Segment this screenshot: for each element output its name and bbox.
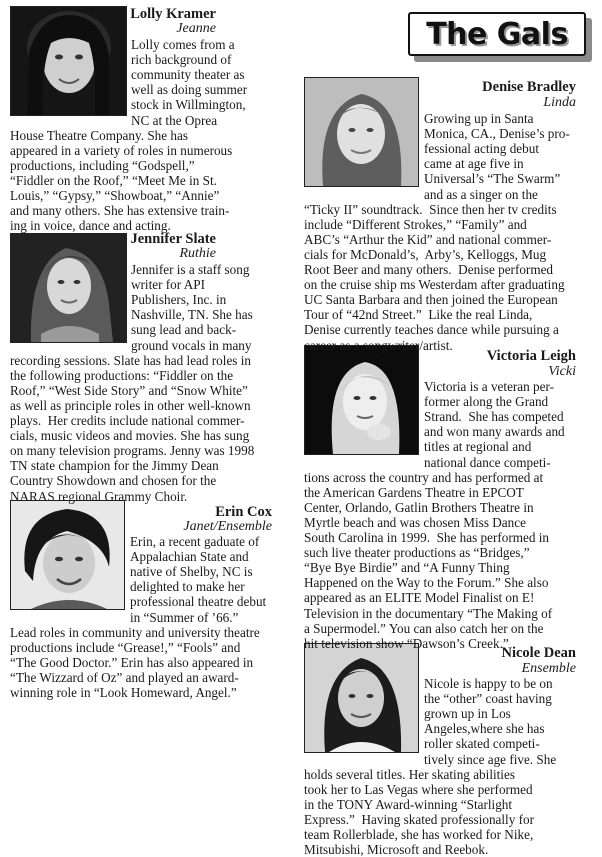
cast-role-jennifer-slate: Ruthie bbox=[179, 246, 216, 261]
bio-line: Universal’s “The Swarm” bbox=[424, 171, 561, 187]
bio-line: recording sessions. Slate has had lead roles in bbox=[10, 352, 251, 368]
bio-line: Tour of “42nd Street.” Like the real Linda, bbox=[304, 307, 533, 323]
bio-line: NC at the Oprea bbox=[131, 112, 218, 128]
bio-line: Television in the documentary “The Making of bbox=[304, 605, 553, 621]
jennifer-slate-photo bbox=[10, 233, 127, 343]
bio-line: professional theatre debut bbox=[130, 594, 267, 610]
bio-line: “The Wizzard of Oz” and played an award- bbox=[10, 669, 239, 685]
bio-line: team Rollerblade, she has worked for Nike, bbox=[304, 827, 534, 842]
bio-line: Angeles,where she has bbox=[424, 721, 545, 737]
bio-line: Lead roles in community and university theatre bbox=[10, 624, 260, 640]
bio-line: Louis,” “Gypsy,” “Showboat,” “Annie” bbox=[10, 188, 220, 203]
bio-line: “Bye Bye Birdie” and “A Funny Thing bbox=[304, 560, 510, 576]
erin-cox-photo bbox=[10, 500, 125, 610]
bio-line: NARAS regional Grammy Choir. bbox=[10, 488, 188, 504]
bio-line: Erin, a recent gaduate of bbox=[130, 534, 260, 549]
bio-line: Victoria is a veteran per- bbox=[424, 379, 555, 394]
cast-role-lolly-kramer: Jeanne bbox=[176, 21, 216, 36]
bio-line: the American Gardens Theatre in EPCOT bbox=[304, 484, 524, 500]
bio-line: as well as principle roles in other well-known bbox=[10, 397, 251, 413]
bio-line: “The Good Doctor.” Erin has also appeared in bbox=[10, 654, 254, 670]
bio-line: came at age five in bbox=[424, 156, 524, 172]
bio-line: a Supermodel.” You can also catch her on the bbox=[304, 620, 544, 636]
bio-line: well as doing summer bbox=[131, 82, 248, 98]
bio-line: South Carolina in 1999. She has performed in bbox=[304, 530, 550, 545]
bio-line: tively since age five. She bbox=[424, 751, 557, 767]
bio-line: appeared as an ELITE Model Finalist on E! bbox=[304, 590, 535, 606]
bio-line: Roof,” “West Side Story” and “Snow White” bbox=[10, 382, 248, 398]
bio-line: national dance competi- bbox=[424, 454, 551, 470]
bio-line: in the TONY Award-winning “Starlight bbox=[304, 796, 513, 812]
cast-role-erin-cox: Janet/Ensemble bbox=[183, 519, 272, 534]
bio-line: hit television show “Dawson’s Creek.” bbox=[304, 635, 509, 651]
bio-line: rich background of bbox=[131, 52, 232, 68]
bio-line: grown up in Los bbox=[424, 706, 511, 722]
bio-line: Strand. She has competed bbox=[424, 409, 564, 425]
cast-name-victoria-leigh: Victoria Leigh bbox=[486, 348, 576, 364]
bio-line: career as a songwriter/artist. bbox=[304, 337, 453, 353]
bio-line: fessional acting debut bbox=[424, 141, 539, 157]
bio-line: “Ticky II” soundtrack. Since then her tv credits bbox=[304, 201, 557, 217]
bio-line: Growing up in Santa bbox=[424, 111, 534, 126]
cast-role-nicole-dean: Ensemble bbox=[521, 661, 576, 676]
bio-line: Myrtle beach and was chosen Miss Dance bbox=[304, 514, 526, 530]
bio-line: productions, including “Godspell,” bbox=[10, 157, 195, 173]
bio-line: “Fiddler on the Roof,” “Meet Me in St. bbox=[10, 172, 217, 188]
bio-line: titles at regional and bbox=[424, 439, 532, 455]
victoria-leigh-photo bbox=[304, 345, 419, 455]
bio-line: Mitsubishi, Microsoft and Reebok. bbox=[304, 842, 489, 857]
bio-line: include “Different Strokes,” “Family” and bbox=[304, 216, 527, 232]
bio-line: ground vocals in many bbox=[131, 337, 252, 353]
bio-line: Lolly comes from a bbox=[131, 37, 235, 52]
page-title-banner bbox=[408, 12, 586, 56]
bio-line: appeared in a variety of roles in numerous bbox=[10, 142, 233, 158]
bio-line: stock in Willmington, bbox=[131, 97, 246, 113]
bio-line: community theater as bbox=[131, 67, 245, 83]
bio-line: roller skated competi- bbox=[424, 736, 540, 752]
bio-line: Express.” Having skated professionally for bbox=[304, 811, 534, 827]
bio-line: the following productions: “Fiddler on the bbox=[10, 367, 234, 383]
bio-line: Denise currently teaches dance while pursuing a bbox=[304, 322, 559, 338]
bio-line: such live theater productions as “Bridges,” bbox=[304, 545, 530, 561]
cast-name-nicole-dean: Nicole Dean bbox=[501, 645, 576, 661]
bio-line: Publishers, Inc. in bbox=[131, 292, 227, 308]
bio-line: Nicole is happy to be on bbox=[424, 676, 553, 691]
bio-line: in “Summer of ’66.” bbox=[130, 609, 239, 625]
bio-line: tions across the country and has performed at bbox=[304, 469, 544, 485]
bio-line: Country Showdown and chosen for the bbox=[10, 473, 217, 489]
bio-line: on many television programs. Jenny was 1998 bbox=[10, 443, 255, 459]
denise-bradley-photo bbox=[304, 77, 419, 187]
bio-line: and as a singer on the bbox=[424, 186, 538, 202]
bio-line: writer for API bbox=[131, 277, 205, 293]
nicole-dean-photo bbox=[304, 643, 419, 753]
cast-role-denise-bradley: Linda bbox=[543, 95, 576, 110]
cast-name-jennifer-slate: Jennifer Slate bbox=[130, 231, 216, 247]
bio-line: former along the Grand bbox=[424, 394, 549, 410]
cast-name-denise-bradley: Denise Bradley bbox=[482, 79, 576, 95]
bio-line: holds several titles. Her skating abilities bbox=[304, 766, 515, 782]
bio-line: Happened on the Way to the Forum.” She also bbox=[304, 575, 549, 591]
bio-line: delighted to make her bbox=[130, 579, 245, 595]
cast-name-lolly-kramer: Lolly Kramer bbox=[130, 6, 216, 22]
cast-role-victoria-leigh: Vicki bbox=[548, 364, 576, 379]
bio-line: the “other” coast having bbox=[424, 691, 552, 707]
bio-line: Appalachian State and bbox=[130, 549, 249, 565]
bio-line: Root Beer and many others. Denise performed bbox=[304, 262, 554, 277]
bio-line: cials for McDonald’s, Arby’s, Kelloggs, Mug bbox=[304, 246, 547, 262]
bio-line: House Theatre Company. She has bbox=[10, 127, 188, 143]
bio-line: TN state champion for the Jimmy Dean bbox=[10, 458, 219, 474]
bio-line: ing in voice, dance and acting. bbox=[10, 218, 171, 234]
bio-line: took her to Las Vegas where she performed bbox=[304, 781, 533, 797]
bio-line: productions include “Grease!,” “Fools” and bbox=[10, 639, 241, 655]
cast-name-erin-cox: Erin Cox bbox=[215, 504, 272, 520]
bio-line: Center, Orlando, Gatlin Brothers Theatre in bbox=[304, 499, 534, 515]
bio-line: and won many awards and bbox=[424, 424, 565, 440]
lolly-kramer-photo bbox=[10, 6, 127, 116]
bio-line: Jennifer is a staff song bbox=[131, 262, 250, 277]
bio-line: and many others. She has extensive train- bbox=[10, 203, 230, 219]
bio-line: cials, music videos and movies. She has sung bbox=[10, 428, 250, 444]
bio-line: Nashville, TN. She has bbox=[131, 307, 253, 323]
bio-line: winning role in “Look Homeward, Angel.” bbox=[10, 685, 237, 700]
bio-line: Monica, CA., Denise’s pro- bbox=[424, 126, 570, 142]
bio-line: sung lead and back- bbox=[131, 322, 237, 338]
bio-line: ABC’s “Arthur the Kid” and national commer- bbox=[304, 231, 552, 247]
page-title: The Gals bbox=[426, 16, 568, 52]
banner-box bbox=[408, 12, 586, 56]
bio-line: native of Shelby, NC is bbox=[130, 564, 253, 580]
bio-line: plays. Her credits include national commer- bbox=[10, 413, 245, 428]
bio-line: UC Santa Barbara and then joined the European bbox=[304, 292, 558, 308]
bio-line: on the cruise ship ms Westerdam after graduating bbox=[304, 277, 565, 293]
